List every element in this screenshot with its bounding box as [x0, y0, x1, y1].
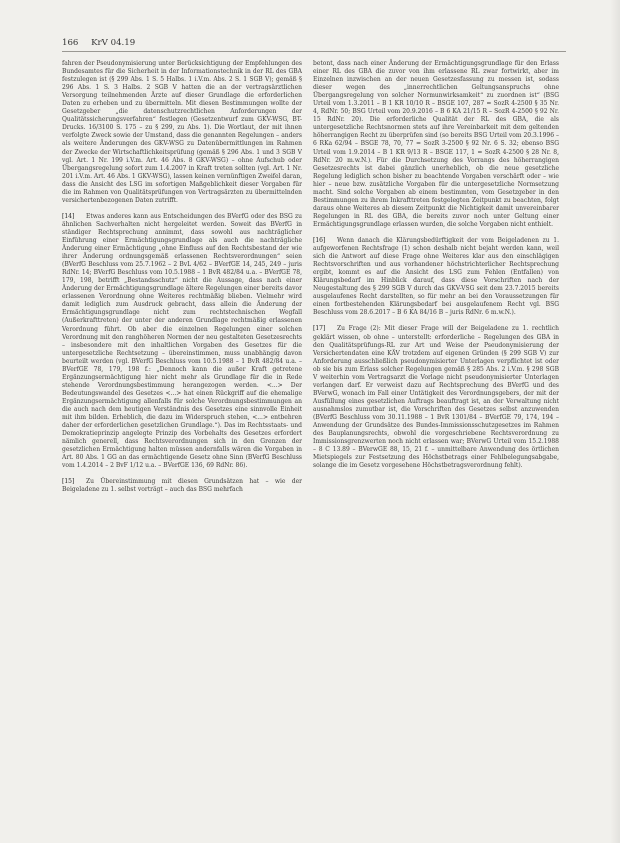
page-number: 166 [62, 38, 79, 48]
paragraph-number: [14] [62, 212, 75, 220]
left-paragraph-2-text: Etwas anderes kann aus Entscheidungen des BVerfG oder des BSG zu ähnlichen Sachverhalten nicht hergeleitet werden. Soweit das BVerfG in ständiger Rechtsprechung annimmt, dass sowohl aus nachträglicher Einführung einer Ermächtigungsgrundlage als auch die nachträgliche Änderung einer Ermächtigung „ohne Einfluss auf den Rechtsbestand der wie ihrer Änderung ordnungsgemäß erlassenen Rechtsverordnungen“ seien (BVerfG Beschluss vom 25.7.1962 – 2 BvL 4/62 – BVerfGE 14, 245, 249 – juris RdNr. 14; BVerfG Beschluss vom 10.5.1988 – 1 BvR 482/84 u.a. – BVerfGE 78, 179, 198, betrifft „Bestandsschutz“ nicht die Aussage, dass nach einer Änderung der Ermächtigungsgrundlage ältere Regelungen einer bereits davor erlassenen Verordnung ohne Weiteres rechtmäßig blieben. Vielmehr wird damit lediglich zum Ausdruck gebracht, dass allein die Änderung der Ermächtigungsgrundlage nicht zum rechtstechnischen Wegfall (Außerkrafttreten) der unter der anderen Grundlage rechtmäßig erlassenen Verordnung führt. Ob aber die einzelnen Regelungen einer solchen Verordnung mit den ranghöheren Normen der neu gestalteten Gesetzesrechts – insbesondere mit den inhaltlichen Vorgaben des Gesetzes für die untergesetzliche Rechtsetzung – übereinstimmen, muss unabhängig davon beurteilt werden (vgl. BVerfG Beschluss vom 10.5.1988 – 1 BvR 482/84 u.a. – BVerfGE 78, 179, 198 f.: „Dennoch kann die außer Kraft getretene Ergänzungsermächtigung hier nicht mehr als Grundlage für die in Rede stehende Verordnungsbestimmung herangezogen werden. <...> Der Bedeutungswandel des Gesetzes <...> hat einen Rückgriff auf die ehemalige Ergänzungsermächtigung allenfalls für solche Verordnungsbestimmungen an die auch nach dem heutigen Verständnis des Gesetzes eine sinnvolle Einheit mit ihm bilden. Erheblich, die dazu im Widerspruch stehen, <...> entbehren daher der erforderlichen gesetzlichen Grundlage.“). Das im Rechtsstaats- und Demokratieprinzip angelegte Prinzip des Vorbehalts des Gesetzes erfordert nämlich generell, dass Rechtsverordnungen sich in den Grenzen der gesetzlichen Ermächtigung halten müssen andernfalls wären die Vorgaben in Art. 80 Abs. 1 GG an das ermächtigende Gesetz ohne Sinn (BVerfG Beschluss vom 1.4.2014 – 2 BvF 1/12 u.a. – BVerfGE 136, 69 RdNr. 86). [62, 212, 302, 470]
left-paragraph-1: fahren der Pseudonymisierung unter Berücksichtigung der Empfehlungen des Bundesamtes für die Sicherheit in der Informationstechnik in der RL des GBA festzulegen ist (§ 299 Abs. 1 S. 5 Halbs. 1 i.V.m. Abs. 2 S. 1 SGB V); gemäß § 296 Abs. 1 S. 3 Halbs. 2 SGB V hatten die an der vertragsärztlichen Versorgung teilnehmenden Ärzte auf dieser Grundlage die erforderlichen Daten zu erheben und zu übermitteln. Mit diesen Bestimmungen wollte der Gesetzgeber „die datenschutzrechtlichen Anforderungen der Qualitätssicherungsverfahren“ festlegen (Gesetzentwurf zum GKV-WSG, BT-Drucks. 16/3100 S. 175 – zu § 299, zu Abs. 1). Die Wortlaut, der mit ihnen verfolgte Zweck sowie der Umstand, dass die genannten Regelungen – anders als weitere Änderungen des GKV-WSG zu Datenübermittlungen im Rahmen der Zwecke der Wirtschaftlichkeitsprüfung (gemäß § 296 Abs. 1 und 3 SGB V vgl. Art. 1 Nr. 199 i.V.m. Art. 46 Abs. 8 GKV-WSG) – ohne Aufschub oder Übergangsregelung sofort zum 1.4.2007 in Kraft treten sollten (vgl. Art. 1 Nr. 201 i.V.m. Art. 46 Abs. 1 GKV-WSG), lassen keinen vernünftigen Zweifel daran, dass die Ansicht des LSG im sofortigen Maßgeblichkeit dieser Vorgaben für die im Rahmen von Qualitätsprüfungen von Vertragsärzten zu übermittelnden versichertenbezogenen Daten zutrifft. [62, 60, 303, 204]
running-head [62, 38, 135, 48]
left-paragraph-3 [62, 478, 302, 494]
right-paragraph-3 [313, 325, 559, 470]
right-paragraph-2 [313, 237, 559, 317]
header-rule [62, 51, 566, 52]
journal-issue: KrV 04.19 [91, 38, 136, 48]
right-paragraph-2-text: Wenn danach die Klärungsbedürftigkeit der vom Beigeladenen zu 1. aufgeworfenen Rechtsfrage (1) schon deshalb nicht bejaht werden kann, weil sich die Antwort auf diese Frage ohne Weiteres klar aus den einschlägigen Rechtsvorschriften und aus vorhandener höchstrichterlicher Rechtsprechung ergibt, kommt es auf die Ansicht des LSG zum Fehlen (Entfallen) von Klärungsbedarf im Hinblick darauf, dass diese Vorschriften nach der Neugestaltung des § 299 SGB V durch das GKV-VSG seit dem 23.7.2015 bereits ausgelaufenes Recht darstellten, so für mehr an bei den Voraussetzungen für einen fortbestehenden Klärungsbedarf bei ausgelaufenem Recht vgl. BSG Beschluss vom 28.6.2017 – B 6 KA 84/16 B – juris RdNr. 6 m.w.N.). [313, 236, 559, 317]
left-paragraph-3-text: Zu Übereinstimmung mit diesen Grundsätzen hat – wie der Beigeladene zu 1. selbst vorträgt – auch das BSG mehrfach [62, 478, 302, 494]
right-paragraph-3-text: Zu Frage (2): Mit dieser Frage will der Beigeladene zu 1. rechtlich geklärt wissen, ob ohne – unterstellt: erforderliche – Regelungen des GBA in den Qualitätsprüfungs-RL zur Art und Weise der Pseudonymisierung der Versichertendaten eine KÄV trotzdem auf eigenen Gründen (§ 299 SGB V) zur Anforderung ausschließlich pseudonymisierter Unterlagen verpflichtet ist oder ob sie bis zum Erlass solcher Regelungen gemäß § 285 Abs. 2 i.V.m. § 298 SGB V weiterhin vom Vertragsarzt die Vorlage nicht pseudonymisierter Unterlagen verlangen darf. Er verweist dazu auf Rechtsprechung des BVerfG und des BVerwG, wonach im Fall einer Untätigkeit des Verordnungsgebers, der mit der Ausfüllung eines gesetzlichen Auftrags beauftragt ist, an der Verwaltung nicht ausnahmslos zumutbar ist, die Vorschriften des Gesetzes selbst anzuwenden (BVerfG Beschluss vom 30.11.1988 – 1 BvR 1301/84 – BVerfGE 79, 174, 194 – Anwendung der Grundsätze des Bundes-Immissionsschutzgesetzes im Rahmen des Bauplanungsrechts, obwohl die vorgeschriebene Rechtsverordnung zu Immissionsgrenzwerten noch nicht erlassen war; BVerwG Urteil vom 15.2.1988 – 8 C 13.89 – BVerwGE 88, 15, 21 f. – unmittelbare Anwendung des örtlichen Mietspiegels zur Festsetzung des Höchstbetrags einer Fehlbelegungsabgabe, solange die im Gesetz vorgesehene Höchstbetragsverordnung fehlt). [313, 325, 559, 470]
page-edge-shadow [610, 0, 620, 843]
paragraph-number: [17] [313, 325, 326, 333]
left-column [62, 60, 302, 494]
paragraph-number: [16] [313, 236, 326, 244]
right-paragraph-1: betont, dass nach einer Änderung der Ermächtigungsgrundlage für den Erlass einer RL des GBA die zuvor von ihm erlassene RL zwar fortwirkt, aber im Einzelnen inzwischen an der neuen Gesetzesfassung zu messen ist, sodass dieser wegen des „innerrechtlichen Geltungsanspruchs ohne Übergangsregelung von solcher Normunwirksamkeit“ zu zuordnen ist“ (BSG Urteil vom 1.3.2011 – B 1 KR 10/10 R – BSGE 107, 287 = SozR 4-2500 § 35 Nr. 4, RdNr. 50; BSG Urteil vom 20.9.2016 – B 6 KA 21/15 R – SozR 4-2500 § 92 Nr. 15 RdNr. 20). Die erforderliche Qualität der RL des GBA, die als untergesetzliche Rechtsnormen stets auf ihre Vereinbarkeit mit dem geltenden höherrangigen Recht zu überprüfen sind (so bereits BSG Urteil vom 20.3.1996 – 6 RKa 62/94 – BSGE 78, 70, 77 = SozR 3-2500 § 92 Nr. 6 S. 32; ebenso BSG Urteil vom 1.9.2014 – B 1 KR 9/13 R – BSGE 117, 1 = SozR 4-2500 § 28 Nr. 8, RdNr. 20 m.w.N.). Für die Durchsetzung des Vorrangs des höherrangigen Gesetzesrechts ist dabei gänzlich unerheblich, ob die neue gesetzliche Regelung lediglich schon bisher zu beachtende Vorgaben verschärft oder – wie hier – neue bzw. zusätzliche Vorgaben für die untergesetzliche Normsetzung macht. Sind solche Vorgaben ab einem bestimmten, vom Gesetzgeber in den Bestimmungen zu ihrem Inkrafttreten festgelegten Zeitpunkt zu beachten, folgt daraus ohne Weiteres ab diesem Zeitpunkt die Nichtigkeit damit unvereinbarer Regelungen in RL des GBA, die bereits zuvor noch unter Geltung einer Ermächtigungsgrundlage erlassen wurden, die solche Vorgaben nicht enthielt. [313, 60, 559, 228]
paragraph-number: [15] [62, 478, 75, 486]
left-paragraph-2 [62, 213, 302, 471]
right-column [313, 60, 559, 470]
